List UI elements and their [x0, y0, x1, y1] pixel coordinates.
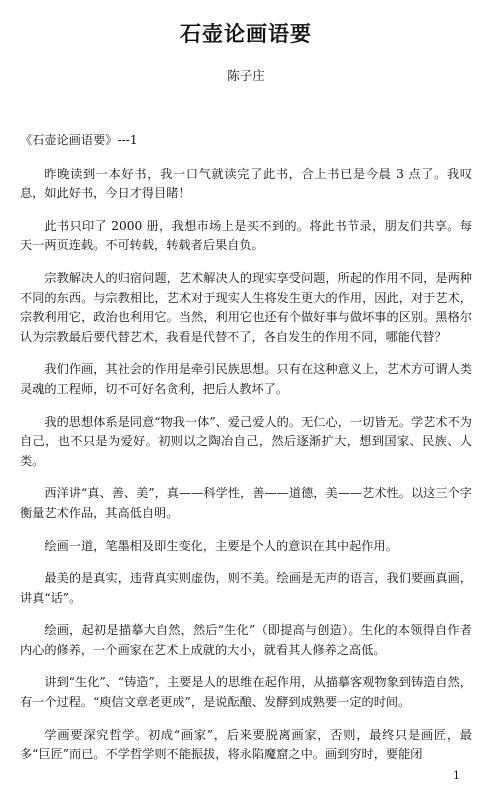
paragraph: 最美的是真实，违背真实则虚伪，则不美。绘画是无声的语言，我们要画真画，讲真“话”。 [20, 571, 472, 605]
paragraph: 讲到“生化”、“铸造”，主要是人的思维在起作用，从描摹客观物象到铸造自然，有一个过程。“庾信文章老更成”，是说酝酿、发酵到成熟要一定的时间。 [20, 675, 472, 710]
paragraph: 绘画一道，笔墨相及即生变化，主要是个人的意识在其中起作用。 [44, 538, 398, 553]
paragraph: 我的思想体系是同意“物我一体”、爱己爱人的。无仁心，一切皆无。学艺术不为自己，也不只是为爱好。初则以之陶冶自己，然后逐渐扩大，想到国家、民族、人类。 [20, 414, 472, 468]
paragraph: 西洋讲“真、善、美”，真——科学性，善——道德，美——艺术性。以这三个字衡量艺术作品，其高低自明。 [20, 486, 472, 520]
paragraph: 绘画，起初是描摹大自然，然后“生化”（即提高与创造）。生化的本领得自作者内心的修养，一个画家在艺术上成就的大小，就看其人修养之高低。 [20, 623, 472, 657]
document-title: 石壶论画语要 [180, 21, 312, 46]
paragraph: 学画要深究哲学。初成“画家”，后来要脱离画家，否则，最终只是画匠，最多“巨匠”而已。不学哲学则不能振拔，将永陷魔窟之中。画到穷时，要能闭 [20, 727, 472, 762]
page-number: 1 [453, 769, 460, 782]
paragraph: 宗教解决人的归宿问题，艺术解决人的现实享受问题，所起的作用不同，是两种不同的东西。与宗教相比，艺术对于现实人生将发生更大的作用，因此，对于艺术，宗教利用它，政治也利用它。当然，利用它也还有个做好事与做坏事的区别。黑格尔认为宗教最后要代替艺术，我看是代替不了，各自发生的作用不同，哪能代替？ [20, 270, 472, 344]
section-heading: 《石壶论画语要》---1 [20, 133, 138, 147]
paragraph: 我们作画，其社会的作用是牵引民族思想。只有在这种意义上，艺术方可谓人类灵魂的工程师，切不可好名贪利，把后人教坏了。 [20, 362, 472, 396]
paragraph: 昨晚读到一本好书，我一口气就读完了此书，合上书已是今晨 3 点了。我叹息，如此好书，今日才得目睹！ [20, 166, 472, 201]
paragraph: 此书只印了 2000 册，我想市场上是买不到的。将此书节录，朋友们共享。每天一两页连载。不可转载，转载者后果自负。 [20, 218, 472, 253]
document-body [20, 131, 472, 778]
author-name: 陈子庄 [227, 68, 265, 83]
